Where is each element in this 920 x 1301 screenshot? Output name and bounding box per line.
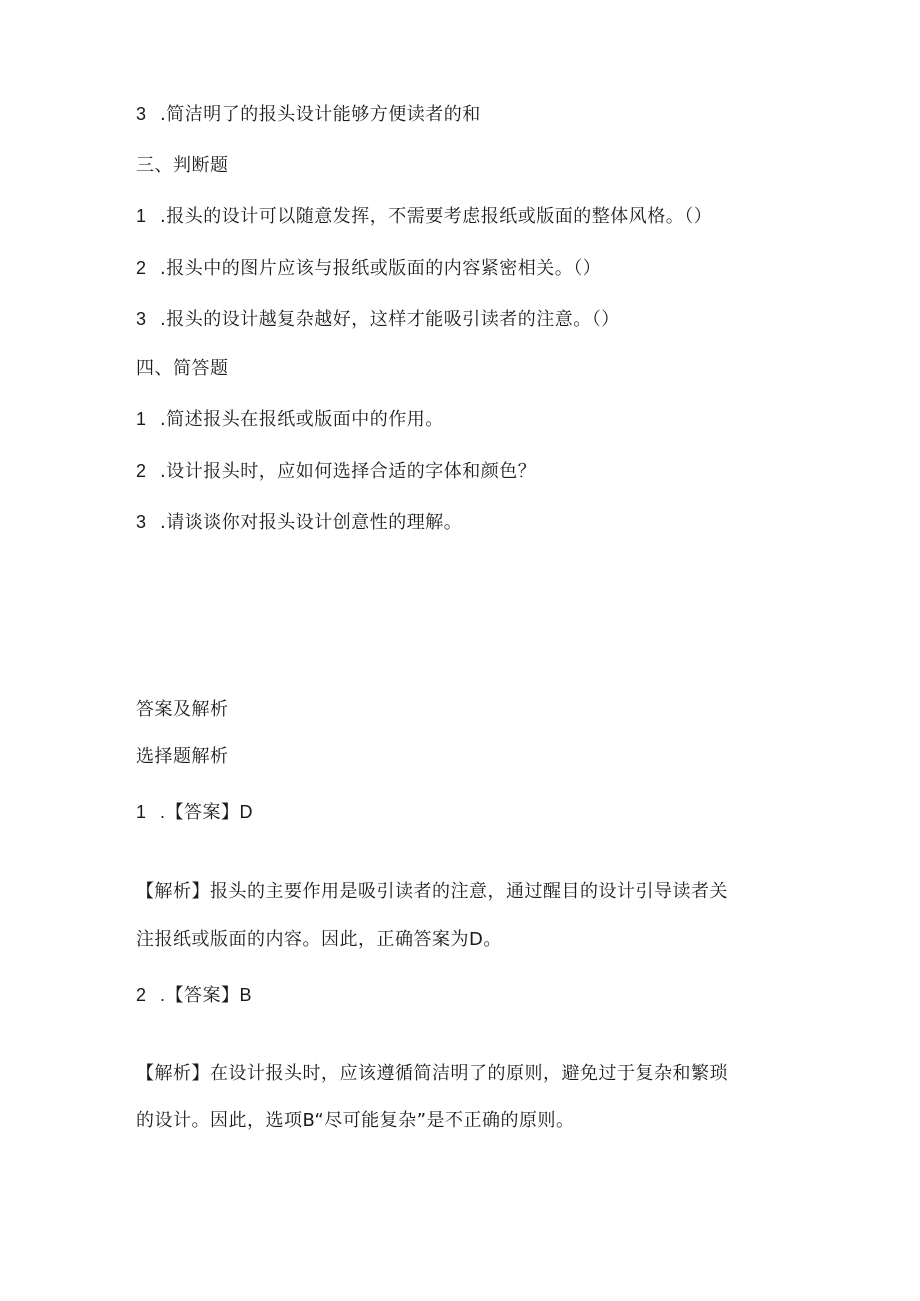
question-number: 2 xyxy=(136,461,147,481)
answer-text: .【答案】B xyxy=(160,985,253,1005)
question-number: 3 xyxy=(136,309,147,329)
answer-2 xyxy=(136,983,252,1007)
short-answer-question-1 xyxy=(136,407,444,432)
explanation-1-line-1: 【解析】报头的主要作用是吸引读者的注意，通过醒目的设计引导读者关 xyxy=(136,881,728,902)
short-answer-question-3 xyxy=(136,510,462,535)
question-text: .报头的设计可以随意发挥，不需要考虑报纸或版面的整体风格。（） xyxy=(160,206,713,227)
question-number: 3 xyxy=(136,104,147,124)
question-number: 3 xyxy=(136,512,147,532)
question-text: .报头中的图片应该与报纸或版面的内容紧密相关。（） xyxy=(160,258,602,279)
fill-in-question-3 xyxy=(136,102,481,127)
short-answer-section-title: 四、简答题 xyxy=(136,358,229,379)
answer-1 xyxy=(136,800,253,824)
question-text: .报头的设计越复杂越好，这样才能吸引读者的注意。（） xyxy=(160,309,620,330)
question-text: .简洁明了的报头设计能够方便读者的和 xyxy=(160,104,481,125)
short-answer-question-2 xyxy=(136,459,536,484)
judgment-question-2 xyxy=(136,256,601,281)
answers-title: 答案及解析 xyxy=(136,699,229,720)
question-number: 1 xyxy=(136,409,147,429)
explanation-2-line-2: 的设计。因此，选项B“尽可能复杂”是不正确的原则。 xyxy=(136,1110,575,1131)
question-number: 2 xyxy=(136,258,147,278)
question-text: .简述报头在报纸或版面中的作用。 xyxy=(160,409,444,430)
question-text: .设计报头时，应如何选择合适的字体和颜色？ xyxy=(160,461,537,482)
judgment-question-1 xyxy=(136,204,712,229)
answer-number: 1 xyxy=(136,802,147,822)
explanation-1-line-2: 注报纸或版面的内容。因此，正确答案为D。 xyxy=(136,929,502,950)
judgment-section-title: 三、判断题 xyxy=(136,155,229,176)
answer-text: .【答案】D xyxy=(160,802,253,822)
choice-analysis-title: 选择题解析 xyxy=(136,746,229,767)
answer-number: 2 xyxy=(136,985,147,1005)
judgment-question-3 xyxy=(136,307,620,332)
question-number: 1 xyxy=(136,206,147,226)
explanation-2-line-1: 【解析】在设计报头时，应该遵循简洁明了的原则，避免过于复杂和繁琐 xyxy=(136,1063,728,1084)
question-text: .请谈谈你对报头设计创意性的理解。 xyxy=(160,512,463,533)
